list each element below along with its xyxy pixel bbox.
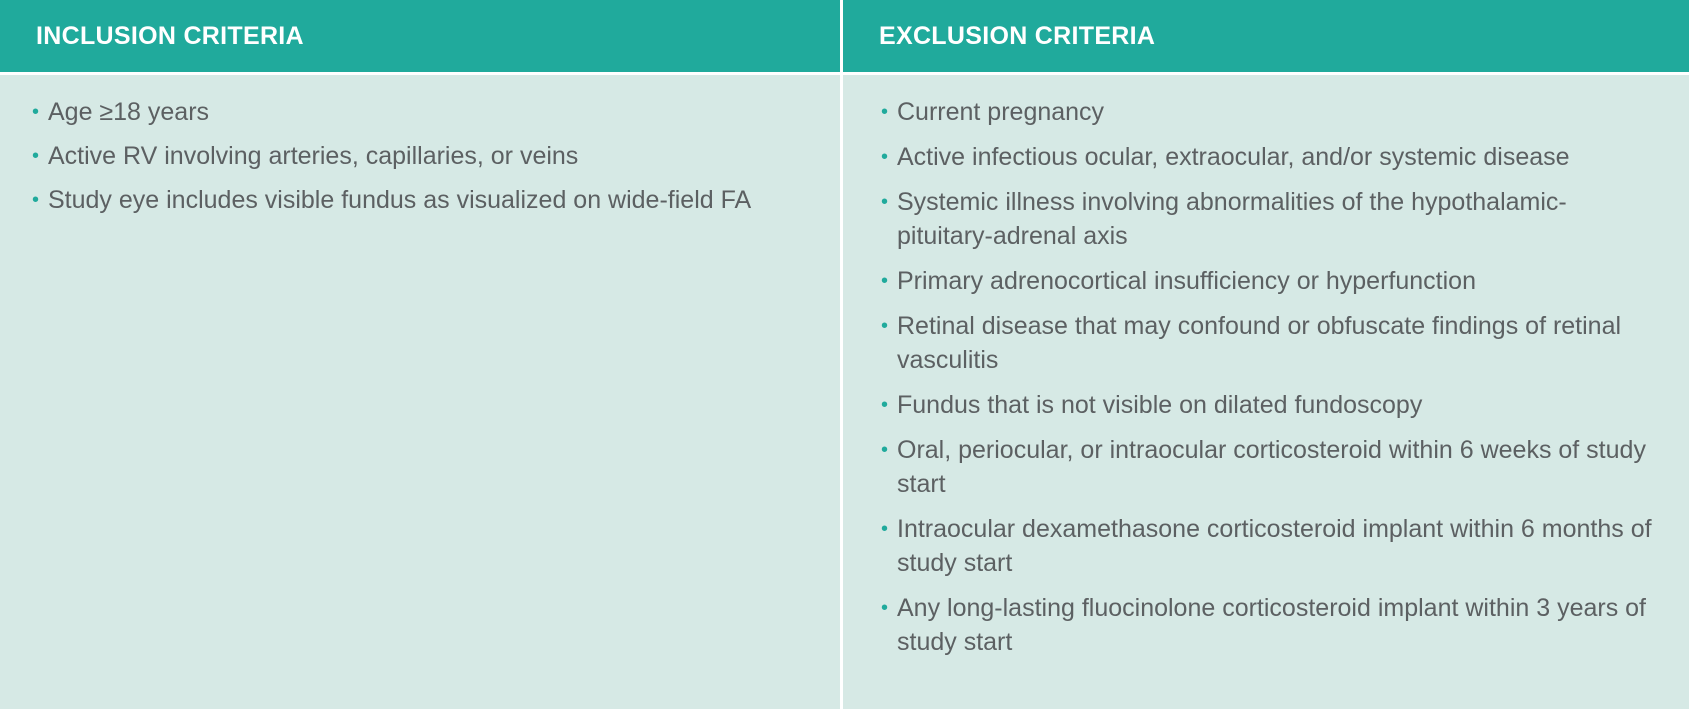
list-item [879,95,1659,129]
list-item-text: Age ≥18 years [48,98,210,126]
bullet-icon: • [881,146,889,168]
list-item-text: Study eye includes visible fundus as visualized on wide-field FA [48,186,752,214]
list-item [879,264,1659,298]
bullet-icon: • [32,145,40,167]
list-item-text: Retinal disease that may confound or obfuscate findings of retinal vasculitis [897,312,1622,374]
list-item [879,140,1659,174]
inclusion-header-label: INCLUSION CRITERIA [36,21,304,50]
list-item-text: Fundus that is not visible on dilated fundoscopy [897,391,1423,419]
list-item [30,183,810,217]
list-item-text: Primary adrenocortical insufficiency or hyperfunction [897,267,1476,295]
list-item [879,185,1659,253]
exclusion-list [879,95,1659,659]
exclusion-header [843,0,1689,72]
inclusion-body [0,72,843,709]
list-item [30,139,810,173]
list-item [879,433,1659,501]
bullet-icon: • [881,270,889,292]
list-item [879,388,1659,422]
bullet-icon: • [32,189,40,211]
bullet-icon: • [881,101,889,123]
list-item [879,591,1659,659]
list-item [30,95,810,129]
exclusion-header-label: EXCLUSION CRITERIA [879,21,1156,50]
list-item-text: Current pregnancy [897,98,1105,126]
list-item-text: Systemic illness involving abnormalities of the hypothalamic-pituitary-adrenal axis [897,188,1567,250]
exclusion-body [843,72,1689,709]
bullet-icon: • [881,518,889,540]
list-item-text: Active infectious ocular, extraocular, and/or systemic disease [897,143,1570,171]
list-item-text: Oral, periocular, or intraocular corticosteroid within 6 weeks of study start [897,436,1646,498]
list-item-text: Any long-lasting fluocinolone corticosteroid implant within 3 years of study start [897,594,1646,656]
bullet-icon: • [881,394,889,416]
bullet-icon: • [881,597,889,619]
bullet-icon: • [881,191,889,213]
list-item-text: Intraocular dexamethasone corticosteroid implant within 6 months of study start [897,515,1652,577]
list-item [879,309,1659,377]
bullet-icon: • [881,439,889,461]
bullet-icon: • [32,101,40,123]
list-item-text: Active RV involving arteries, capillaries, or veins [48,142,579,170]
bullet-icon: • [881,315,889,337]
inclusion-list [30,95,810,217]
inclusion-header [0,0,843,72]
list-item [879,512,1659,580]
